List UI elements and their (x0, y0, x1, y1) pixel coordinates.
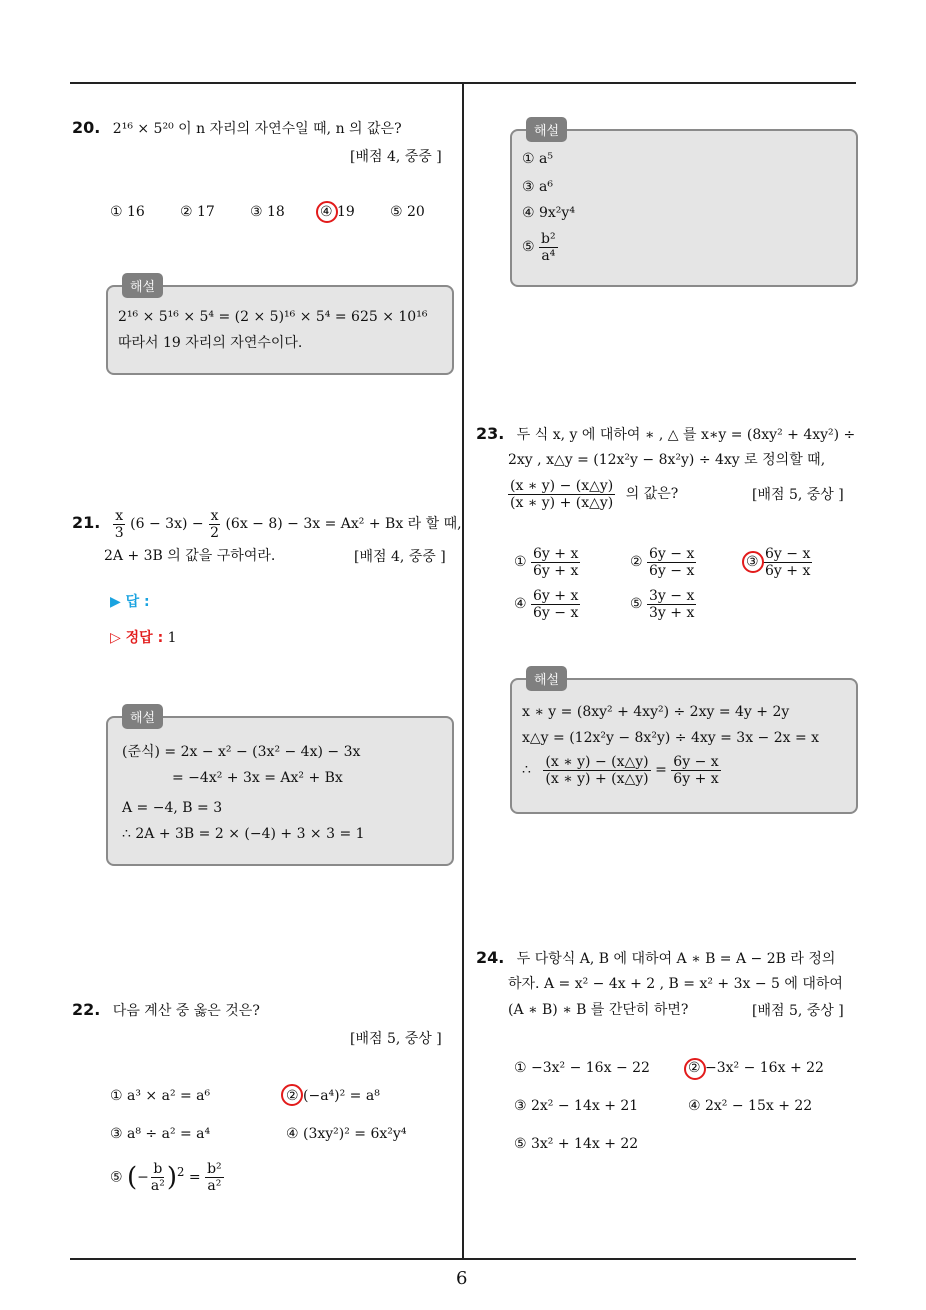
q23-choice-4[interactable]: ④ $\frac{6y + x}{6y - x}$ (514, 587, 579, 621)
q21-solution-box (106, 711, 454, 866)
q24-choice-2[interactable]: ② −3x² − 16x + 22 (688, 1060, 824, 1076)
q22-sol-line-2: ③ a⁶ (522, 179, 553, 195)
q22-solution-box (510, 124, 858, 287)
q22-solution-tag: 해설 (526, 117, 567, 142)
q23-frac: $\frac{(x ∗ y) - (x\triangle y)}{(x ∗ y) + (x\triangle y)}$ (510, 477, 614, 511)
q24-line-2: 하자. A = x² − 4x + 2 , B = x² + 3x − 5 에 대하여 (508, 976, 843, 992)
q20-sol-line-1: 2¹⁶ × 5¹⁶ × 5⁴ = (2 × 5)¹⁶ × 5⁴ = 625 × 10¹⁶ (118, 309, 428, 325)
q21-question (72, 506, 462, 541)
q22-sol-line-4: ⑤ $\frac{\text{b²}}{\text{a⁴}}$ (522, 230, 556, 264)
q21-sol-line-4: ∴ 2A + 3B = 2 × (−4) + 3 × 3 = 1 (122, 826, 365, 842)
q21-sol-line-3: A = −4, B = 3 (122, 800, 223, 816)
q23-question (476, 424, 855, 445)
q23-line-1: 두 식 x, y 에 대하여 ∗ , △ 를 x∗y = (8xy² + 4xy²) ÷ (516, 427, 856, 443)
q21-correct (110, 628, 177, 648)
q20-solution-tag: 해설 (122, 273, 163, 298)
q24-line-1: 두 다항식 A, B 에 대하여 A ∗ B = A − 2B 라 정의 (516, 951, 836, 967)
q20-solution-box (106, 280, 454, 375)
q21-solution-tag: 해설 (122, 704, 163, 729)
q23-choice-2[interactable]: ② $\frac{6y - x}{6y - x}$ (630, 545, 695, 579)
q21-sol-line-2: = −4x² + 3x = Ax² + Bx (172, 770, 343, 786)
q24-answer-circle-mark (684, 1058, 706, 1080)
q20-choice-5[interactable]: ⑤ 20 (390, 204, 425, 220)
q20-choice-3[interactable]: ③ 18 (250, 204, 285, 220)
q22-number: 22. (72, 1000, 101, 1019)
bottom-rule (70, 1258, 856, 1260)
page-number: 6 (456, 1268, 468, 1289)
q21-correct-value: 1 (167, 630, 177, 646)
q24-score: [배점 5, 중상 ] (752, 1003, 844, 1019)
q23-line-2: 2xy , x△y = (12x²y − 8x²y) ÷ 4xy 로 정의할 때, (508, 452, 826, 468)
q24-choice-3[interactable]: ③ 2x² − 14x + 21 (514, 1098, 639, 1114)
q21-mid-1: (6 − 3x) − (130, 516, 204, 532)
q20-sol-line-2: 따라서 19 자리의 자연수이다. (118, 335, 303, 351)
q22-choice-2[interactable]: ② (−a⁴)² = a⁸ (286, 1088, 380, 1104)
q23-answer-circle-mark (742, 551, 764, 573)
q22-choice-5[interactable]: ⑤ (− $\frac{b}{\text{a²}}$ )$^2$ = $\frac{\text{b²}}{\text{a²}}$ (110, 1161, 222, 1195)
q23-choice-1[interactable]: ① $\frac{6y + x}{6y + x}$ (514, 545, 579, 579)
q23-solution-box (510, 673, 858, 814)
q22-sol-line-1: ① a⁵ (522, 151, 553, 167)
column-divider (462, 82, 464, 1258)
q24-question (476, 948, 835, 969)
q20-number: 20. (72, 118, 101, 137)
q24-choice-4[interactable]: ④ 2x² − 15x + 22 (688, 1098, 813, 1114)
q23-score: [배점 5, 중상 ] (752, 487, 844, 503)
q23-sol-line-3: ∴ $\frac{(x ∗ y) - (x\triangle y)}{(x ∗ y) + (x\triangle y)}$ = $\frac{6y - x}{6y + x}$ (522, 753, 719, 787)
q21-mid-2: (6x − 8) − 3x = Ax² + Bx 라 할 때, (225, 516, 462, 532)
q20-answer-circle-mark (316, 201, 338, 223)
q23-number: 23. (476, 424, 505, 443)
q24-choice-5[interactable]: ⑤ 3x² + 14x + 22 (514, 1136, 639, 1152)
q21-answer-label: ▶ 답 : (110, 594, 150, 610)
q22-question (72, 1000, 260, 1021)
q20-choice-2[interactable]: ② 17 (180, 204, 215, 220)
q21-number: 21. (72, 513, 101, 532)
q23-choice-3[interactable]: ③ $\frac{6y - x}{6y + x}$ (746, 545, 811, 579)
q22-answer-circle-mark (281, 1084, 303, 1106)
q24-choice-1[interactable]: ① −3x² − 16x − 22 (514, 1060, 650, 1076)
q22-choice-3[interactable]: ③ a⁸ ÷ a² = a⁴ (110, 1126, 211, 1142)
q21-score: [배점 4, 중중 ] (354, 549, 446, 565)
q20-text: 2¹⁶ × 5²⁰ 이 n 자리의 자연수일 때, n 의 값은? (112, 121, 402, 137)
q23-choice-5[interactable]: ⑤ $\frac{3y - x}{3y + x}$ (630, 587, 695, 621)
q24-number: 24. (476, 948, 505, 967)
q22-choice-1[interactable]: ① a³ × a² = a⁶ (110, 1088, 211, 1104)
q21-frac-2: $\frac{x}{2}$ (210, 507, 219, 541)
q22-choice-4[interactable]: ④ (3xy²)² = 6x²y⁴ (286, 1126, 407, 1142)
q21-frac-1: $\frac{x}{3}$ (114, 507, 124, 541)
q21-sol-line-1: (준식) = 2x − x² − (3x² − 4x) − 3x (122, 744, 361, 760)
q23-sol-line-1: x ∗ y = (8xy² + 4xy²) ÷ 2xy = 4y + 2y (522, 704, 790, 720)
q20-choice-4[interactable]: ④ 19 (320, 204, 355, 220)
q24-line-3: (A ∗ B) ∗ B 를 간단히 하면? (508, 1002, 689, 1018)
q20-score: [배점 4, 중중 ] (350, 149, 442, 165)
q20-question (72, 118, 402, 139)
q20-choice-1[interactable]: ① 16 (110, 204, 145, 220)
q21-line-2: 2A + 3B 의 값을 구하여라. (104, 548, 276, 564)
q23-sol-line-2: x△y = (12x²y − 8x²y) ÷ 4xy = 3x − 2x = x (522, 730, 820, 746)
q22-sol-line-3: ④ 9x²y⁴ (522, 205, 575, 221)
q21-correct-label: ▷ 정답 : (110, 630, 164, 646)
q22-score: [배점 5, 중상 ] (350, 1031, 442, 1047)
q23-line-3: $\frac{(x ∗ y) - (x\triangle y)}{(x ∗ y) + (x\triangle y)}$ 의 값은? (510, 477, 679, 511)
q23-solution-tag: 해설 (526, 666, 567, 691)
q22-text: 다음 계산 중 옳은 것은? (112, 1003, 260, 1019)
